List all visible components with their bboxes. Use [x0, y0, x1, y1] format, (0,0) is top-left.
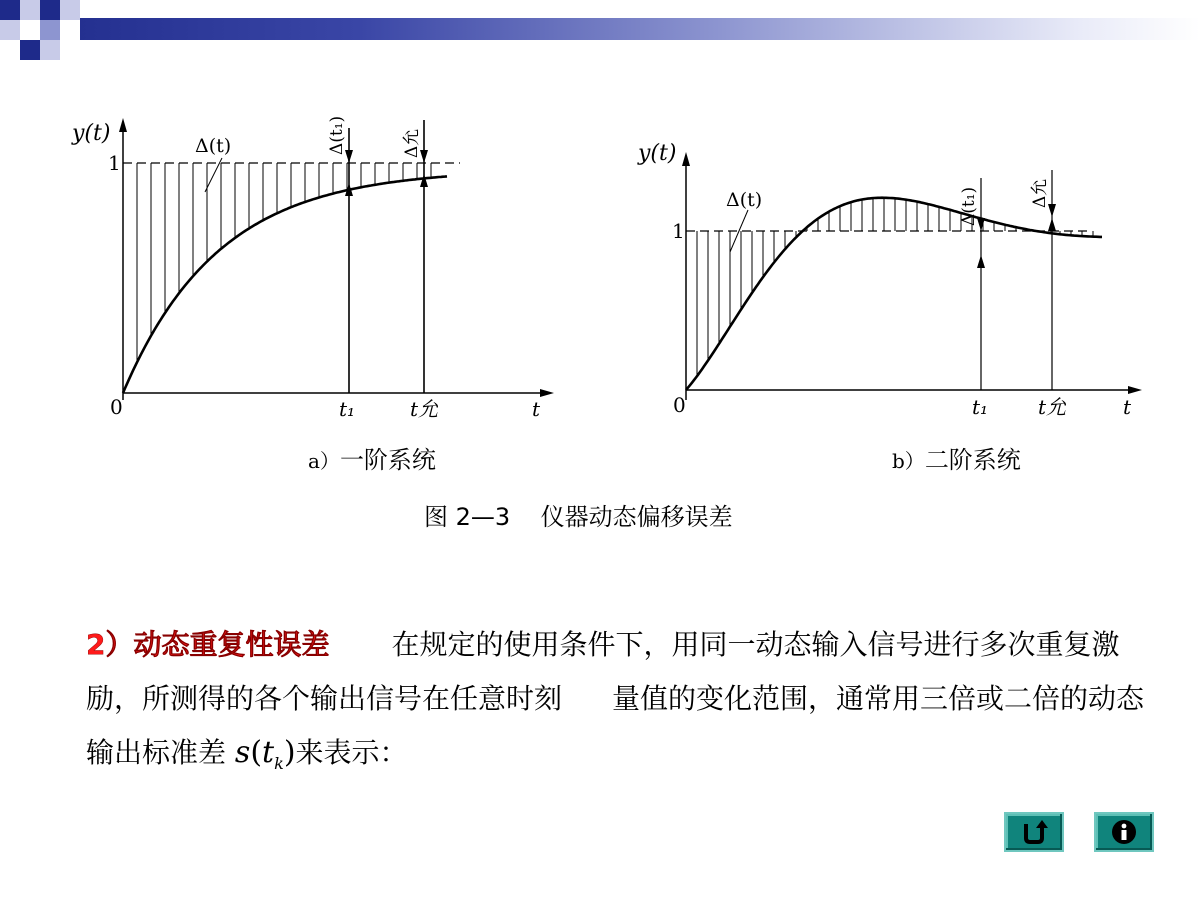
t1-arrow-label: Δ(t₁) [327, 115, 347, 155]
tallow-arrow-up [1048, 218, 1056, 231]
y-axis-arrow [119, 118, 127, 132]
x-axis-arrow [1128, 386, 1142, 394]
body-paragraph [86, 618, 1156, 791]
x-axis-arrow [540, 389, 554, 397]
formula-t: t [262, 735, 275, 770]
allow-arrow-label: Δ允 [402, 128, 422, 158]
deco-square [0, 20, 20, 40]
back-button[interactable] [1004, 812, 1064, 852]
deco-square [40, 0, 60, 20]
delta-label: Δ(t) [195, 135, 232, 157]
deco-square [20, 0, 40, 20]
paragraph-text-1: 在规定的使用条件下，用同一动态输入信号进行多次重复激励，所测得的各个输出信号在任意时刻 [86, 628, 1120, 715]
figure-a-caption-prefix: a） [308, 449, 340, 473]
figure-a-caption [308, 440, 436, 475]
deco-square [40, 20, 60, 40]
paragraph-text-2: 量值的变化范围，通常用三倍或二倍的动态输出标准差 [86, 682, 1145, 769]
origin-label: 0 [673, 393, 686, 417]
figure-b-caption [892, 440, 1021, 475]
t-axis-label: t [532, 397, 541, 421]
y-axis-label: y(t) [638, 141, 677, 166]
allow-arrow-label: Δ允 [1030, 178, 1050, 208]
deco-square [60, 0, 80, 20]
delta-label: Δ(t) [726, 189, 763, 211]
hatch-lines [137, 163, 431, 362]
t-axis-label: t [1123, 395, 1132, 419]
t1-label: t₁ [339, 397, 356, 421]
paragraph-text-3: 来表示： [295, 736, 408, 769]
unit-one-label: 1 [672, 219, 685, 243]
t1-arrow-up [977, 255, 985, 268]
y-axis-arrow [682, 152, 690, 166]
figure-caption: 图 2—3 仪器动态偏移误差 [424, 503, 733, 531]
response-curve [686, 198, 1102, 390]
first-order-response-figure [60, 110, 570, 430]
unit-one-label: 1 [108, 151, 121, 175]
figure-a-caption-text: 一阶系统 [339, 446, 436, 474]
y-axis-label: y(t) [72, 121, 111, 146]
section-heading: 2）动态重复性误差 [86, 628, 330, 661]
std-dev-formula: $s(t_k)$ [234, 735, 296, 773]
response-curve [123, 176, 447, 393]
formula-s: s [234, 735, 251, 770]
figure-b-caption-prefix: b） [892, 449, 925, 473]
figure-b-caption-text: 二阶系统 [924, 446, 1021, 474]
tallow-label: t允 [410, 397, 439, 421]
formula-subscript: k [274, 754, 284, 773]
origin-label: 0 [110, 395, 123, 419]
deco-square [20, 40, 40, 60]
info-button[interactable] [1094, 812, 1154, 852]
title-banner [0, 18, 1200, 40]
t1-arrow-label: Δ(t₁) [959, 186, 979, 226]
second-order-response-figure [620, 140, 1160, 430]
info-icon [1110, 818, 1138, 846]
t1-label: t₁ [972, 395, 989, 419]
deco-square [0, 0, 20, 20]
deco-square [20, 20, 40, 40]
deco-square [60, 20, 80, 40]
return-arrow-icon [1020, 818, 1048, 846]
tallow-label: t允 [1038, 395, 1067, 419]
tallow-arrow-up [420, 174, 428, 187]
deco-square [40, 40, 60, 60]
